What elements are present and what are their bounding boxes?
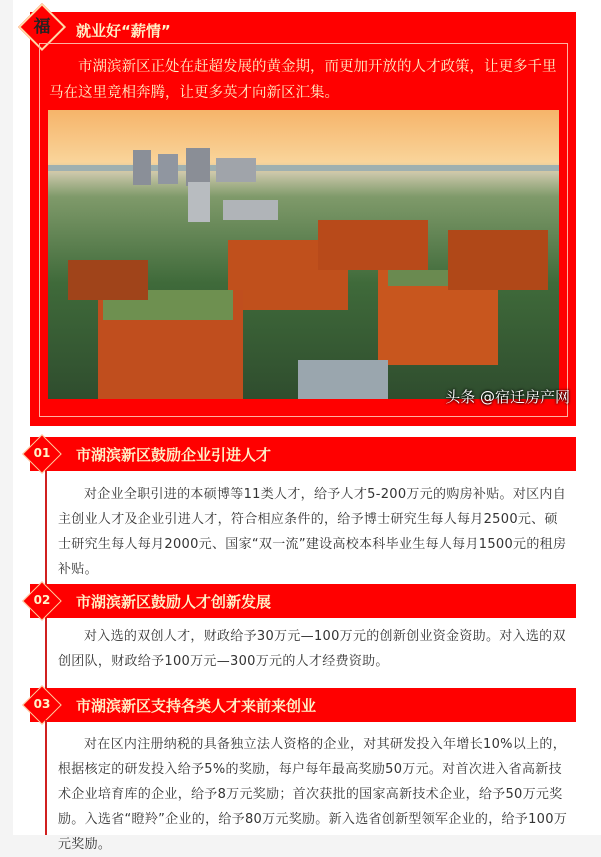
section-header-02: [30, 584, 576, 618]
number-diamond-icon: 01: [22, 434, 62, 474]
timeline-line: [45, 720, 47, 835]
section-text: 对企业全职引进的本硕博等11类人才，给予人才5-200万元的购房补贴。对区内自主创业人才及企业引进人才，符合相应条件的，给予博士研究生每人每月2500元、硕士研究生每人每月2000元、国家“双一流”建设高校本科毕业生每人每月1500元的租房补贴。: [58, 487, 567, 577]
intro-text: 市湖滨新区正处在赶超发展的黄金期，而更加开放的人才政策，让更多千里马在这里竟相奔腾，让更多英才向新区汇集。: [49, 59, 557, 101]
number-diamond-icon: 03: [22, 685, 62, 725]
section-text: 对在区内注册纳税的具备独立法人资格的企业，对其研发投入年增长10%以上的，根据核定的研发投入给予5%的奖励，每户每年最高奖励50万元。对首次进入省高新技术企业培育库的企业，给予8万元奖励；首次获批的国家高新技术企业，给予50万元奖励。入选省“瞪羚”企业的，给予80万元奖励。新入选省创新型领军企业的，给予100万元奖励。: [58, 737, 568, 852]
section-text: 对入选的双创人才，财政给予30万元—100万元的创新创业资金资助。对入选的双创团队，财政给予100万元—300万元的人才经费资助。: [58, 629, 566, 669]
number-diamond-icon: 02: [22, 581, 62, 621]
section-title: 市湖滨新区支持各类人才来前来创业: [76, 697, 317, 715]
watermark: 头条 @宿迁房产网: [445, 388, 570, 406]
timeline-line: [45, 471, 47, 586]
section-title: 市湖滨新区鼓励企业引进人才: [76, 446, 272, 464]
section-header-03: [30, 688, 576, 722]
fu-badge-icon: 福: [18, 3, 66, 51]
intro-title: 就业好“薪情”: [76, 22, 171, 40]
timeline-line: [45, 618, 47, 688]
intro-inner-frame: [39, 43, 568, 417]
intro-card: [30, 12, 576, 426]
campus-aerial-photo: [48, 110, 559, 399]
section-title: 市湖滨新区鼓励人才创新发展: [76, 593, 272, 611]
section-header-01: [30, 437, 576, 471]
